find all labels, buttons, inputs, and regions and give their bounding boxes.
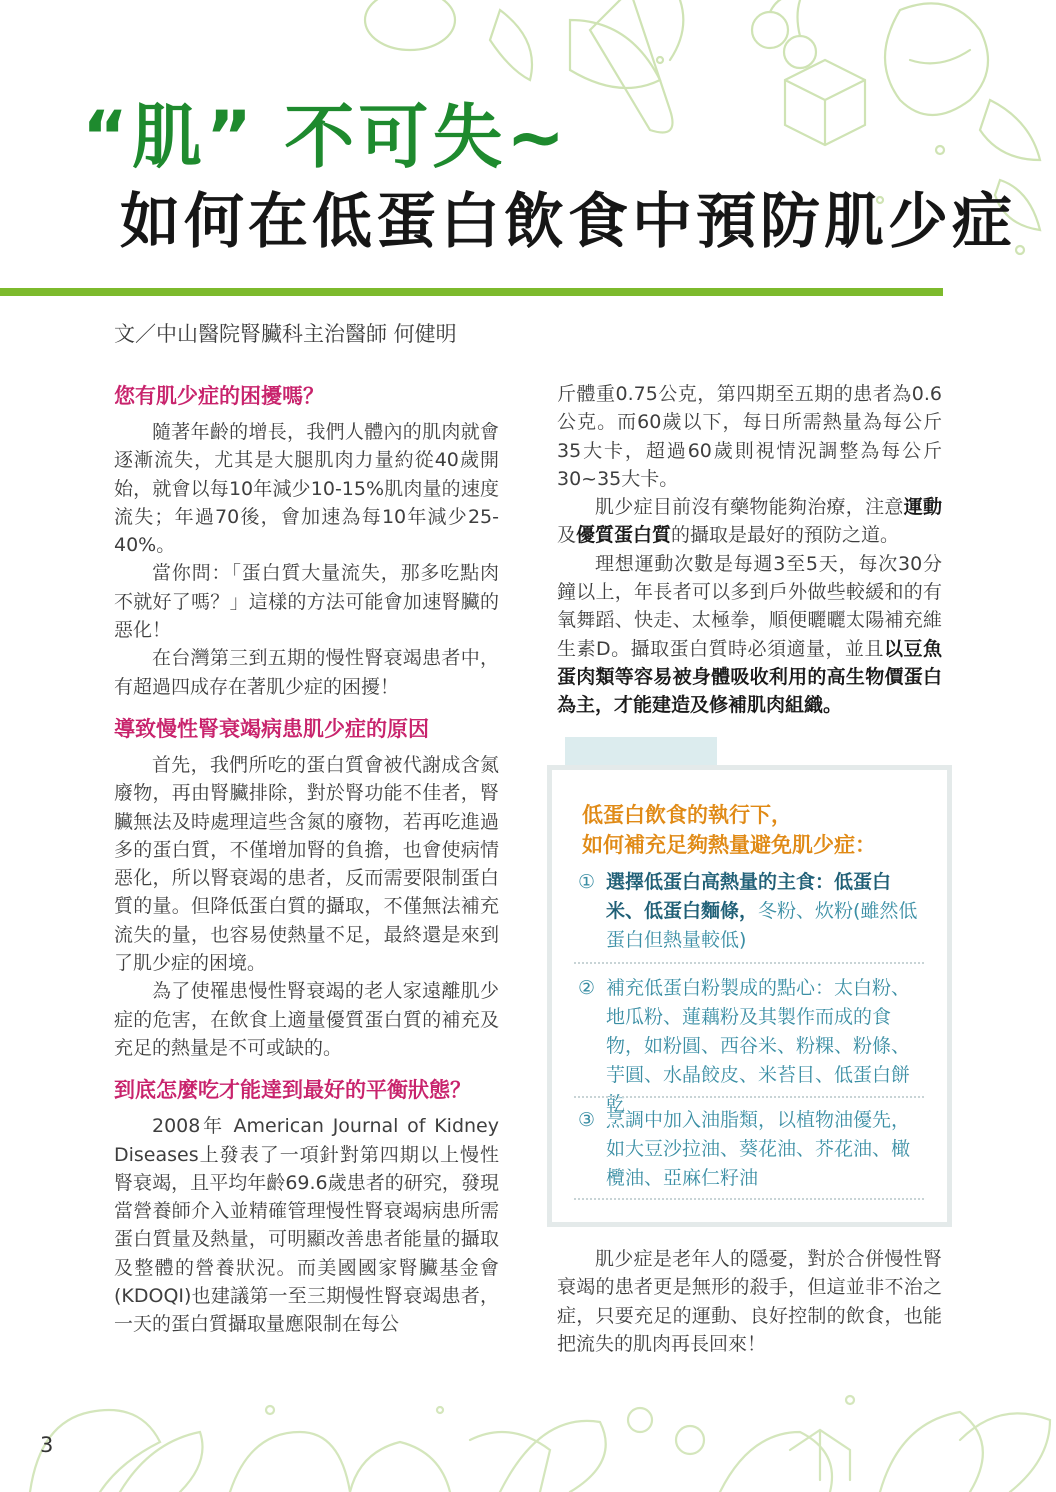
tip-text [606, 1106, 928, 1193]
tip-box-title-line1: 低蛋白飲食的執行下， [582, 803, 792, 827]
tip-divider [574, 1198, 924, 1200]
page-number: 3 [40, 1433, 54, 1457]
text-run: 肌少症目前沒有藥物能夠治療，注意 [595, 496, 904, 519]
tip-text [606, 868, 928, 955]
tip-divider [574, 962, 924, 964]
tip-body: 冬粉、炊粉(雖然低蛋白但熱量較低) [606, 900, 918, 951]
paragraph [557, 493, 942, 550]
emphasis-protein-source: 以豆魚蛋肉類等容易被身體吸收利用的高生物價蛋白為主，才能建造及修補肌肉組織。 [557, 637, 942, 717]
tip-box-title-line2: 如何補充足夠熱量避免肌少症： [582, 833, 876, 857]
tip-item-3 [578, 1106, 928, 1193]
paragraph [557, 550, 942, 720]
title-line1: “肌” 不可失~ [82, 96, 570, 178]
paragraph: 斤體重0.75公克，第四期至五期的患者為0.6公克。而60歲以下，每日所需熱量為每公斤35大卡，超過60歲則視情況調整為每公斤30~35大卡。 [557, 383, 942, 490]
author-byline: 文／中山醫院腎臟科主治醫師 何健明 [114, 322, 457, 346]
tip-number: ① [578, 871, 596, 893]
paragraph: 2008年 American Journal of Kidney Diseases上發表了一項針對第四期以上慢性腎衰竭，且平均年齡69.6歲患者的研究，發現當營養師介入並精確管理慢性腎衰竭病患所需蛋白質量及熱量，可明顯改善患者能量的攝取及整體的營養狀況。而美國國家腎臟基金會(KDOQI)也建議第一至三期慢性腎衰竭患者，一天的蛋白質攝取量應限制在每公 [114, 1115, 499, 1336]
right-column [557, 380, 942, 720]
text-run: 理想運動次數是每週3至5天，每次30分鐘以上，年長者可以多到戶外做些較緩和的有氧舞蹈、快走、太極拳，順便曬曬太陽補充維生素D。攝取蛋白質時必須適量，並且 [557, 552, 942, 660]
emphasis-protein: 優質蛋白質 [576, 524, 672, 547]
tip-item-1 [578, 868, 928, 955]
text-run: 及 [557, 524, 577, 547]
left-column [114, 380, 499, 1339]
title-line2: 如何在低蛋白飲食中預防肌少症 [120, 187, 1016, 257]
paragraph: 隨著年齡的增長，我們人體內的肌肉就會逐漸流失，尤其是大腿肌肉力量約從40歲開始，就會以每10年減少10-15%肌肉量的速度流失；年過70後，會加速為每10年減少25-40%。 [114, 421, 499, 557]
closing-paragraph: 肌少症是老年人的隱憂，對於合併慢性腎衰竭的患者更是無形的殺手，但這並非不治之症，只要充足的運動、良好控制的飲食，也能把流失的肌肉再長回來！ [557, 1248, 942, 1355]
title-divider [0, 288, 943, 296]
section-heading-2: 導致慢性腎衰竭病患肌少症的原因 [114, 716, 429, 741]
tip-box [547, 765, 952, 1227]
paragraph: 首先，我們所吃的蛋白質會被代謝成含氮廢物，再由腎臟排除，對於腎功能不佳者，腎臟無法及時處理這些含氮的廢物，若再吃進過多的蛋白質，不僅增加腎的負擔，也會使病情惡化，所以腎衰竭的患者，反而需要限制蛋白質的量。但降低蛋白質的攝取，不僅無法補充流失的量，也容易使熱量不足，最終還是來到了肌少症的困境。 [114, 753, 499, 975]
text-run: 的攝取是最好的預防之道。 [671, 524, 900, 547]
tip-bold: 選擇低蛋白高熱量的主食：低蛋白米、低蛋白麵條， [606, 871, 892, 922]
tip-body: 補充低蛋白粉製成的點心：太白粉、地瓜粉、蓮藕粉及其製作而成的食物，如粉圓、西谷米、粉粿、粉條、芋圓、水晶餃皮、米苔目、低蛋白餅乾 [606, 977, 911, 1115]
tip-divider [574, 1096, 924, 1098]
tip-number: ② [578, 977, 596, 999]
emphasis-exercise: 運動 [903, 496, 942, 519]
vegetable-illustration-bottom [0, 1380, 1056, 1492]
paragraph: 為了使罹患慢性腎衰竭的老人家遠離肌少症的危害，在飲食上適量優質蛋白質的補充及充足的熱量是不可或缺的。 [114, 980, 499, 1059]
paragraph: 在台灣第三到五期的慢性腎衰竭患者中，有超過四成存在著肌少症的困擾！ [114, 647, 499, 698]
paragraph: 當你問：「蛋白質大量流失，那多吃點肉不就好了嗎？」這樣的方法可能會加速腎臟的惡化！ [114, 562, 499, 642]
section-heading-3: 到底怎麼吃才能達到最好的平衡狀態？ [114, 1078, 471, 1103]
tip-number: ③ [578, 1109, 596, 1131]
section-heading-1: 您有肌少症的困擾嗎？ [114, 384, 324, 408]
tip-body: 烹調中加入油脂類，以植物油優先，如大豆沙拉油、葵花油、芥花油、橄欖油、亞麻仁籽油 [606, 1109, 911, 1189]
tip-box-title [582, 800, 876, 860]
